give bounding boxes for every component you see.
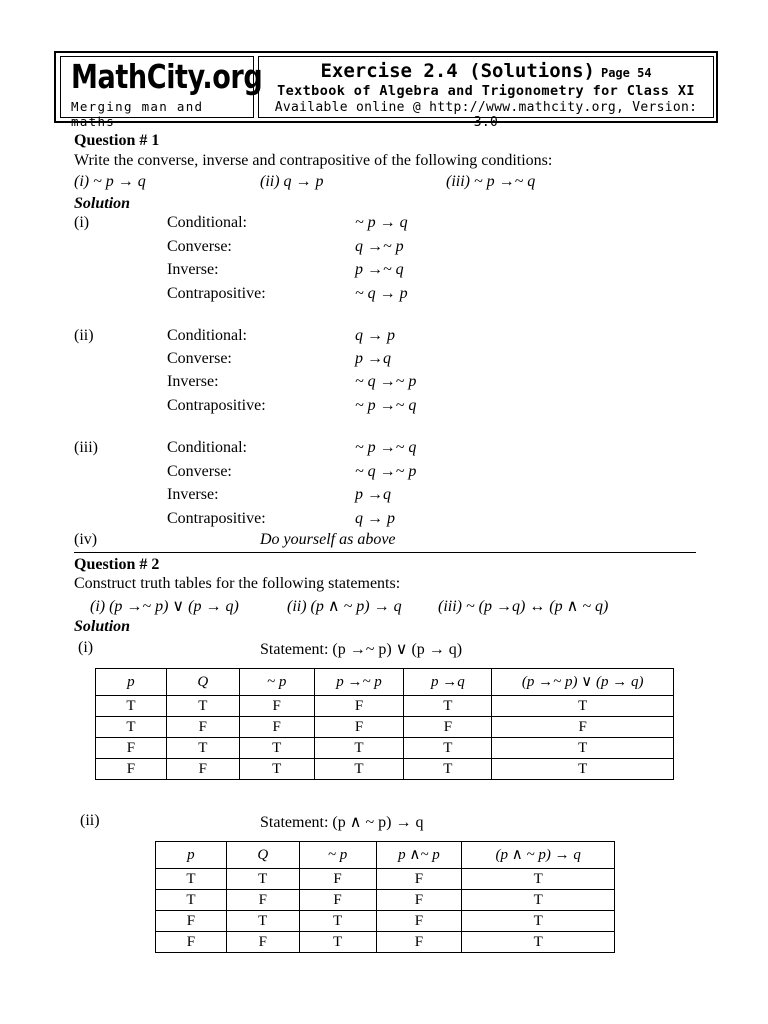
item-i-inverse: p →~ q (355, 261, 404, 278)
table-cell: F (376, 932, 462, 953)
table-cell: T (96, 717, 167, 738)
column-header: (p ∧ ~ p) → q (462, 842, 615, 869)
item-iii-conditional: ~ p →~ q (355, 439, 417, 456)
table-cell: T (314, 759, 404, 780)
table-cell: F (96, 738, 167, 759)
question-2-prompt: Construct truth tables for the following statements: (74, 575, 401, 592)
converse-label: Converse: (167, 463, 232, 480)
table-row (156, 890, 615, 911)
site-tagline: Merging man and maths (71, 99, 204, 129)
item-i-number: (i) (74, 214, 90, 231)
column-header: ~ p (299, 842, 376, 869)
contrapositive-label: Contrapositive: (167, 285, 266, 302)
table-cell: F (156, 911, 227, 932)
table-cell: F (226, 890, 299, 911)
table-cell: F (314, 717, 404, 738)
contrapositive-label: Contrapositive: (167, 397, 266, 414)
table-cell: T (404, 759, 492, 780)
column-header: (p →~ p) ∨ (p → q) (492, 669, 674, 696)
question-1-part-i: (i) ~ p → q (74, 173, 146, 190)
item-ii-contrapositive: ~ p →~ q (355, 397, 417, 414)
column-header: p ∧~ p (376, 842, 462, 869)
table-cell: T (462, 932, 615, 953)
table-cell: F (156, 932, 227, 953)
table-cell: T (166, 738, 239, 759)
table-cell: F (299, 890, 376, 911)
part-i-statement: Statement: (p →~ p) ∨ (p → q) (260, 641, 463, 658)
table-cell: F (314, 696, 404, 717)
question-2-part-iii: (iii) ~ (p →q) ↔ (p ∧ ~ q) (438, 598, 609, 615)
part-ii-statement: Statement: (p ∧ ~ p) → q (260, 814, 424, 831)
table-cell: F (226, 932, 299, 953)
table-cell: T (492, 696, 674, 717)
item-iii-converse: ~ q →~ p (355, 463, 417, 480)
table-cell: F (166, 717, 239, 738)
table-cell: F (492, 717, 674, 738)
conditional-label: Conditional: (167, 214, 247, 231)
column-header: p →q (404, 669, 492, 696)
page-number: Page 54 (600, 66, 652, 80)
item-i-conditional: ~ p → q (355, 214, 408, 231)
question-1-heading: Question # 1 (74, 132, 160, 149)
table-cell: T (404, 696, 492, 717)
question-2-heading: Question # 2 (74, 556, 160, 573)
table-row (96, 759, 674, 780)
table-cell: T (166, 696, 239, 717)
item-iv-text: Do yourself as above (260, 531, 396, 548)
item-iv-number: (iv) (74, 531, 98, 548)
item-i-contrapositive: ~ q → p (355, 285, 408, 302)
table-cell: T (314, 738, 404, 759)
table-row (96, 717, 674, 738)
table-cell: T (226, 911, 299, 932)
table-cell: T (239, 738, 314, 759)
table-row (156, 932, 615, 953)
question-1-solution-label: Solution (74, 195, 131, 212)
inverse-label: Inverse: (167, 373, 219, 390)
question-2-part-i: (i) (p →~ p) ∨ (p → q) (90, 598, 239, 615)
converse-label: Converse: (167, 238, 232, 255)
question-2-solution-label: Solution (74, 618, 131, 635)
table-row (96, 696, 674, 717)
table-cell: F (376, 911, 462, 932)
exercise-info-box (258, 56, 714, 130)
item-ii-converse: p →q (355, 350, 391, 367)
column-header: ~ p (239, 669, 314, 696)
section-divider (74, 552, 696, 553)
table-cell: T (156, 869, 227, 890)
item-iii-contrapositive: q → p (355, 510, 395, 527)
item-iii-inverse: p →q (355, 486, 391, 503)
table-cell: F (376, 890, 462, 911)
table-cell: F (166, 759, 239, 780)
column-header: p (96, 669, 167, 696)
inverse-label: Inverse: (167, 486, 219, 503)
question-1-prompt: Write the converse, inverse and contrapositive of the following conditions: (74, 152, 553, 169)
table-cell: T (299, 932, 376, 953)
item-ii-inverse: ~ q →~ p (355, 373, 417, 390)
column-header: Q (226, 842, 299, 869)
exercise-title (259, 60, 713, 82)
question-2-part-ii: (ii) (p ∧ ~ p) → q (287, 598, 402, 615)
table-header-row (156, 842, 615, 869)
column-header: p →~ p (314, 669, 404, 696)
table-cell: T (492, 759, 674, 780)
item-i-converse: q →~ p (355, 238, 404, 255)
column-header: Q (166, 669, 239, 696)
table-row (156, 911, 615, 932)
textbook-subtitle: Textbook of Algebra and Trigonometry for Class XI (277, 83, 695, 99)
availability-line: Available online @ http://www.mathcity.org, Version: 3.0 (274, 100, 698, 130)
table-cell: F (239, 696, 314, 717)
item-ii-conditional: q → p (355, 327, 395, 344)
truth-table-ii (155, 841, 615, 953)
part-ii-number: (ii) (80, 812, 100, 829)
table-header-row (96, 669, 674, 696)
exercise-title-text: Exercise 2.4 (Solutions) (320, 60, 595, 82)
table-cell: T (462, 911, 615, 932)
table-cell: F (96, 759, 167, 780)
table-cell: T (462, 890, 615, 911)
table-cell: T (492, 738, 674, 759)
truth-table-i (95, 668, 674, 780)
table-cell: F (376, 869, 462, 890)
item-ii-number: (ii) (74, 327, 94, 344)
page-header (54, 51, 718, 130)
table-cell: F (239, 717, 314, 738)
table-row (96, 738, 674, 759)
table-cell: T (156, 890, 227, 911)
site-logo: MathCity.org (71, 57, 263, 96)
column-header: p (156, 842, 227, 869)
table-cell: T (226, 869, 299, 890)
question-1-part-ii: (ii) q → p (260, 173, 324, 190)
table-cell: T (96, 696, 167, 717)
logo-box (60, 56, 263, 129)
contrapositive-label: Contrapositive: (167, 510, 266, 527)
part-i-number: (i) (78, 639, 94, 656)
question-1-part-iii: (iii) ~ p →~ q (446, 173, 536, 190)
converse-label: Converse: (167, 350, 232, 367)
conditional-label: Conditional: (167, 439, 247, 456)
inverse-label: Inverse: (167, 261, 219, 278)
table-cell: T (404, 738, 492, 759)
table-cell: T (462, 869, 615, 890)
table-cell: T (299, 911, 376, 932)
table-cell: F (299, 869, 376, 890)
table-cell: T (239, 759, 314, 780)
conditional-label: Conditional: (167, 327, 247, 344)
item-iii-number: (iii) (74, 439, 98, 456)
table-cell: F (404, 717, 492, 738)
table-row (156, 869, 615, 890)
